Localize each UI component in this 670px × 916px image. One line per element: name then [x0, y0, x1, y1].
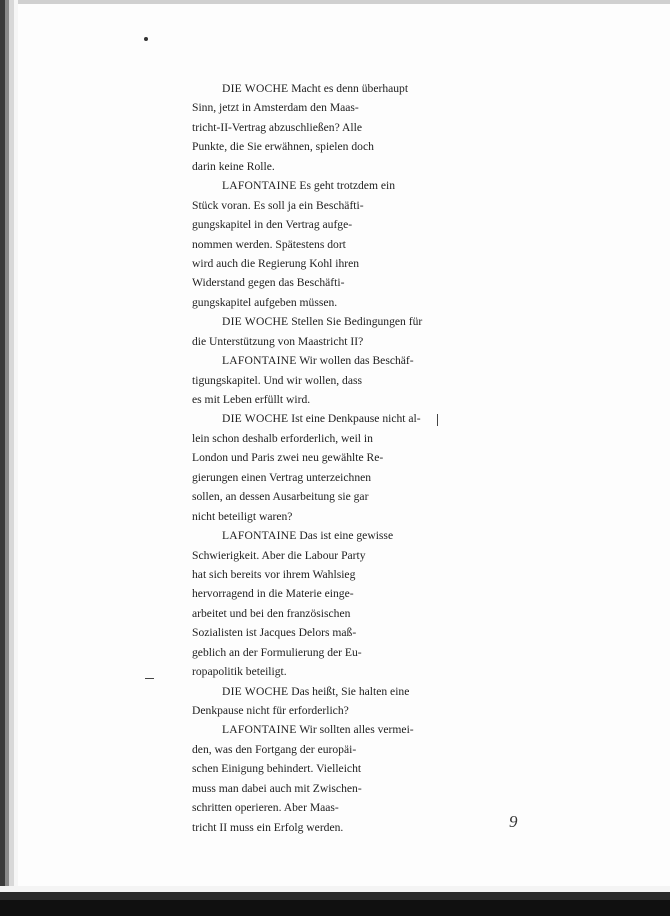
scan-bottom-edge	[0, 886, 670, 916]
text-line	[192, 196, 454, 215]
line-text: tricht-II-Vertrag abzuschließen? Alle	[192, 120, 362, 134]
text-line	[192, 759, 454, 778]
line-text: Stellen Sie Bedingungen für	[288, 315, 423, 329]
text-line	[192, 429, 454, 448]
line-text: sollen, an dessen Ausarbeitung sie gar	[192, 490, 369, 504]
line-text: gungskapitel aufgeben müssen.	[192, 295, 338, 309]
interview-paragraph	[192, 351, 454, 409]
speaker-name: LAFONTAINE	[222, 354, 297, 368]
line-text: Wir wollen das Beschäf-	[296, 354, 414, 368]
line-text: schen Einigung behindert. Vielleicht	[192, 762, 362, 776]
line-text: ropapolitik beteiligt.	[192, 665, 287, 679]
text-line	[192, 332, 454, 351]
speaker-name: DIE WOCHE	[222, 315, 289, 329]
text-line	[192, 273, 454, 292]
text-line	[192, 604, 454, 623]
line-text: gungskapitel in den Vertrag aufge-	[192, 218, 353, 232]
text-line	[192, 798, 454, 817]
margin-mark	[145, 678, 154, 679]
line-text: tricht II muss ein Erfolg werden.	[192, 820, 344, 834]
text-line	[192, 682, 454, 701]
text-line	[192, 507, 454, 526]
text-line	[192, 254, 454, 273]
text-line	[192, 176, 454, 195]
line-text: Das heißt, Sie halten eine	[288, 684, 410, 698]
speaker-name: LAFONTAINE	[222, 529, 297, 543]
text-line	[192, 448, 454, 467]
line-text: Sozialisten ist Jacques Delors maß-	[192, 626, 357, 640]
line-text: London und Paris zwei neu gewählte Re-	[192, 451, 384, 465]
line-text: Sinn, jetzt in Amsterdam den Maas-	[192, 101, 359, 115]
text-line	[192, 701, 454, 720]
line-text: es mit Leben erfüllt wird.	[192, 393, 311, 406]
line-text: gierungen einen Vertrag unterzeichnen	[192, 470, 372, 484]
text-line	[192, 235, 454, 254]
interview-paragraph	[192, 176, 454, 312]
line-text: Das ist eine gewisse	[296, 529, 394, 543]
line-text: tigungskapitel. Und wir wollen, dass	[192, 373, 363, 387]
scan-left-edge	[0, 0, 18, 916]
scan-speck	[144, 37, 148, 41]
text-line	[192, 79, 454, 98]
text-line	[192, 584, 454, 603]
text-line	[192, 720, 454, 739]
line-text: muss man dabei auch mit Zwischen-	[192, 781, 362, 795]
line-text: arbeitet und bei den französischen	[192, 606, 351, 620]
line-text: hervorragend in die Materie einge-	[192, 587, 354, 601]
text-line	[192, 118, 454, 137]
page-number: 9	[509, 812, 518, 831]
text-line	[192, 526, 454, 545]
text-line	[192, 468, 454, 487]
speaker-name: DIE WOCHE	[222, 82, 289, 95]
speaker-name: LAFONTAINE	[222, 723, 297, 737]
text-line	[192, 215, 454, 234]
text-line	[192, 740, 454, 759]
interview-paragraph	[192, 526, 454, 682]
interview-paragraph	[192, 720, 454, 837]
text-line	[192, 643, 454, 662]
text-line	[192, 623, 454, 642]
interview-paragraph	[192, 409, 454, 526]
text-line	[192, 390, 454, 409]
line-text: nicht beteiligt waren?	[192, 509, 293, 523]
line-text: die Unterstützung von Maastricht II?	[192, 334, 364, 348]
interview-paragraph	[192, 682, 454, 721]
text-line	[192, 98, 454, 117]
line-text: lein schon deshalb erforderlich, weil in	[192, 431, 373, 445]
scan-top-edge	[0, 0, 670, 4]
text-line	[192, 818, 454, 837]
line-text: darin keine Rolle.	[192, 159, 275, 173]
text-line	[192, 137, 454, 156]
text-line	[192, 409, 454, 428]
line-text: Stück voran. Es soll ja ein Beschäfti-	[192, 198, 364, 212]
line-text: Denkpause nicht für erforderlich?	[192, 704, 349, 717]
text-line	[192, 157, 454, 176]
text-line	[192, 779, 454, 798]
speaker-name: DIE WOCHE	[222, 412, 289, 426]
line-text: Macht es denn überhaupt	[288, 82, 409, 95]
line-text: Es geht trotzdem ein	[296, 179, 396, 193]
speaker-name: DIE WOCHE	[222, 684, 289, 698]
line-text: Ist eine Denkpause nicht al-	[288, 412, 421, 426]
text-line	[192, 662, 454, 681]
interview-text	[192, 79, 454, 837]
line-text: Punkte, die Sie erwähnen, spielen doch	[192, 140, 374, 154]
line-text: nommen werden. Spätestens dort	[192, 237, 346, 251]
line-text: Wir sollten alles vermei-	[296, 723, 414, 737]
interview-paragraph	[192, 312, 454, 351]
text-line	[192, 312, 454, 331]
line-text: Widerstand gegen das Beschäfti-	[192, 276, 345, 290]
text-line	[192, 565, 454, 584]
interview-paragraph	[192, 79, 454, 176]
text-line	[192, 351, 454, 370]
text-line	[192, 487, 454, 506]
line-text: geblich an der Formulierung der Eu-	[192, 645, 362, 659]
line-text: hat sich bereits vor ihrem Wahlsieg	[192, 567, 356, 581]
line-text: schritten operieren. Aber Maas-	[192, 801, 339, 815]
text-line	[192, 293, 454, 312]
text-line	[192, 371, 454, 390]
line-text: Schwierigkeit. Aber die Labour Party	[192, 548, 366, 562]
line-text: den, was den Fortgang der europäi-	[192, 742, 357, 756]
speaker-name: LAFONTAINE	[222, 179, 297, 193]
text-line	[192, 546, 454, 565]
line-text: wird auch die Regierung Kohl ihren	[192, 256, 360, 270]
